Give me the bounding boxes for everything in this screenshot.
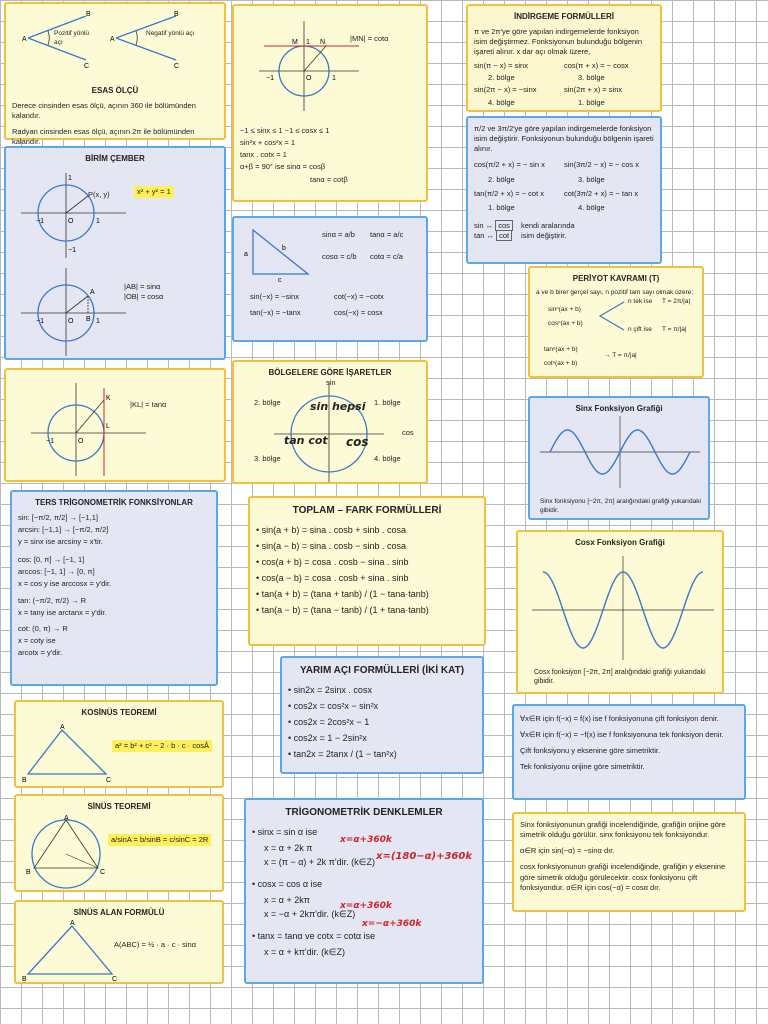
esas-line2: Radyan cinsinden esas ölçü, açının 2π ile bölümünden kalandır. (12, 127, 195, 147)
svg-text:B: B (26, 869, 31, 876)
sinx-title: Sinx Fonksiyon Grafiği (575, 404, 663, 413)
toplam-title: TOPLAM – FARK FORMÜLLERİ (292, 505, 442, 516)
handwriting-1: x=α+360k (340, 835, 392, 845)
quadrant-4: 4. bölge (374, 454, 401, 463)
denk-a3: x = (π − α) + 2k π'dir. (k∈Z) (264, 856, 375, 867)
denk-b1: • cosx = cos α ise (252, 878, 323, 889)
card-identities (232, 4, 428, 202)
point-p: P(x, y) (88, 190, 110, 199)
ind2-desc: π/2 ve 3π/2'ye göre yapılan indirgemelerde fonksiyon isim değiştirir. Fonksiyonun bulunduğu bölgenin işareti alınır. (474, 124, 654, 154)
svg-text:−1: −1 (36, 318, 44, 325)
cot-diagram (254, 16, 364, 111)
denk-b3: x = −α + 2kπ'dir. (k∈Z) (264, 909, 356, 920)
ind2-r3b: cot(3π/2 + x) = − tan x (564, 188, 639, 198)
yarim-f5: • tan2x = 2tanx / (1 − tan²x) (288, 749, 397, 760)
ind2-r4a: 1. bölge (488, 202, 515, 212)
circle-equation: x² + y² = 1 (134, 186, 174, 198)
ratio-tan: tanα = a/c (370, 230, 404, 239)
card-tangent (4, 368, 226, 482)
quadrant-3: 3. bölge (254, 454, 281, 463)
sinx-desc: Sinx fonksiyonu [−2π, 2π] aralığındaki grafiği yukarıdaki gibidir. (540, 498, 701, 514)
card-esas-olcu (4, 2, 226, 147)
esas-line1: Derece cinsinden esas ölçü, açının 360 ile bölümünden kalandır. (12, 100, 196, 120)
quadrant-2: 2. bölge (254, 398, 281, 407)
neg-tan: tan(−x) = −tanx (250, 308, 301, 317)
svg-text:K: K (106, 395, 111, 402)
svg-text:N: N (320, 39, 326, 46)
per-f1: sinⁿ(ax + b) (548, 306, 581, 313)
right-triangle-diagram (238, 224, 318, 284)
ind2-cos: cos (495, 220, 513, 231)
ters-l8: x = tany ise arctanx = y'dir. (18, 607, 107, 617)
cift-l4: Tek fonksiyonu orijine göre simetriktir. (520, 762, 645, 772)
birim-title: BİRİM ÇEMBER (85, 154, 145, 163)
esas-title: ESAS ÖLÇÜ (91, 86, 139, 95)
svg-text:a: a (244, 251, 248, 258)
cosx-desc: Cosx fonksiyon [−2π, 2π] aralığındaki grafiği yukarıdaki gibidir. (534, 669, 706, 686)
svg-text:c: c (278, 277, 282, 284)
ind2-note2: isim değiştirir. (520, 231, 567, 240)
pos-angle-label: Pozitif yönlü açı (54, 30, 90, 46)
card-bolgeler (232, 360, 428, 484)
ind2-sin: sin (474, 220, 484, 230)
cift-l2: ∀x∈R için f(−x) = −f(x) ise f fonksiyonuna tek fonksiyon denir. (520, 730, 724, 740)
per-t2: n çift ise (628, 326, 652, 333)
ind-r1a: sin(π − x) = sinx (474, 61, 528, 71)
per-f4: cotⁿ(ax + b) (544, 360, 578, 367)
svg-text:A: A (60, 724, 65, 731)
kl-tan-label: |KL| = tanα (130, 400, 167, 409)
ind-r3b: sin(2π + x) = sinx (564, 85, 623, 95)
toplam-f3: • cos(a + b) = cosa . cosb − sina . sinb (256, 556, 409, 567)
identity-4: α+β = 90° ise sinα = cosβ (240, 162, 326, 172)
neg-angle-label: Negatif yönlü açı (146, 30, 195, 37)
svg-text:1: 1 (332, 75, 336, 82)
ind-r2a: 2. bölge (488, 73, 515, 83)
neg-sin: sin(−x) = −sinx (250, 292, 299, 301)
identity-5: tanα = cotβ (310, 174, 348, 184)
svg-text:A: A (64, 815, 69, 822)
sinx-graph (536, 414, 704, 490)
svg-text:B: B (22, 976, 27, 983)
sinus-eq: a/sinA = b/sinB = c/sinC = 2R (108, 834, 211, 846)
alan-eq: A(ABC) = ½ · a · c · sinα (114, 940, 197, 949)
handwriting-cos: cos (346, 435, 369, 449)
ind2-r1a: cos(π/2 + x) = − sin x (474, 160, 545, 170)
mn-cot-label: |MN| = cotα (350, 34, 389, 43)
ind2-r2b: 3. bölge (578, 174, 605, 184)
card-indirgeme-2: π/2 ve 3π/2'ye göre yapılan indirgemelerde fonksiyon isim değiştirir. Fonksiyonun bulunduğu bölgenin işareti alınır. cos(π/2 + x) = − sin x sin(3π/2 − x) = − cos x 2. bölge 3. bölge tan(π/2 + x) = − cot x cot(3π/2 + x) = − tan x 1. bölge 4. bölge sin ↔ cos tan ↔ cot kendi aralarında isim değiştirir. (466, 116, 662, 264)
denk-a1: • sinx = sin α ise (252, 826, 318, 837)
bolge-title: BÖLGELERE GÖRE İŞARETLER (268, 368, 392, 377)
identity-3: tanx . cotx = 1 (240, 150, 287, 160)
svg-text:1: 1 (96, 318, 100, 325)
period-arrows (596, 298, 626, 334)
ters-l3: y = sinx ise arcsiny = x'tir. (18, 537, 103, 547)
ratio-cos: cosα = c/b (322, 252, 357, 261)
card-cosx-graph (516, 530, 724, 694)
denk-c1: • tanx = tanα ve cotx = cotα ise (252, 931, 376, 942)
card-indirgeme (466, 4, 662, 112)
neg-cot: cot(−x) = −cotx (334, 292, 384, 301)
svg-text:A: A (110, 36, 115, 43)
ob-cos: |OB| = cosα (124, 292, 164, 301)
svg-text:1: 1 (96, 218, 100, 225)
svg-text:B: B (22, 777, 27, 784)
indirgeme-title: İNDİRGEME FORMÜLLERİ (514, 12, 614, 21)
sine-circle-triangle (26, 814, 106, 892)
cift-l3: Çift fonksiyonu y eksenine göre simetriktir. (520, 746, 661, 756)
ind2-r4b: 4. bölge (578, 202, 605, 212)
svg-text:C: C (174, 63, 180, 70)
yarim-f3: • cos2x = 2cos²x − 1 (288, 716, 370, 727)
svg-text:−1: −1 (266, 75, 274, 82)
denk-c2: x = α + kπ'dir. (k∈Z) (264, 947, 345, 958)
quadrant-1: 1. bölge (374, 398, 401, 407)
svg-text:A: A (22, 36, 27, 43)
per-f2: cosⁿ(ax + b) (548, 320, 583, 327)
ters-l1: sin: [−π/2, π/2] → [−1,1] (18, 512, 98, 522)
ratio-sin: sinα = a/b (322, 230, 355, 239)
handwriting-sin: sin hepsi (310, 400, 366, 413)
svg-text:−1: −1 (68, 247, 76, 254)
per-t1: n tek ise (628, 298, 653, 305)
svg-text:O: O (78, 438, 84, 445)
card-sinus-teoremi (14, 794, 224, 892)
identity-2: sin²x + cos²x = 1 (240, 138, 296, 148)
ind2-r2a: 2. bölge (488, 174, 515, 184)
ind-r4b: 1. bölge (578, 97, 605, 107)
card-sinx-graph (528, 396, 710, 520)
denk-title: TRİGONOMETRİK DENKLEMLER (285, 807, 443, 818)
handwriting-tancot: tan cot (284, 434, 328, 447)
kosinus-eq: a² = b² + c² − 2 · b · c · cosÂ (112, 740, 212, 752)
card-right-triangle (232, 216, 428, 342)
ind2-note1: kendi aralarında (520, 220, 575, 230)
sim-l3: cosx fonksiyonunun grafiği incelendiğinde, grafiğin y eksenine göre simetrik olduğu görülecektir. cosx fonksiyonu çift fonksiyondur. α∈R için cos(−α) = cosα dır. (520, 862, 726, 892)
cosine-triangle (22, 722, 112, 784)
svg-text:O: O (68, 218, 74, 225)
axis-cos: cos (402, 428, 414, 437)
sinus-title: SİNÜS TEOREMİ (87, 802, 151, 811)
ters-l6: x = cos y ise arccosx = y'dir. (18, 579, 112, 589)
ind2-cot: cot (496, 230, 512, 241)
ters-l4: cos: [0, π] → [−1, 1] (18, 555, 85, 565)
svg-text:−1: −1 (46, 438, 54, 445)
card-cift-tek (512, 704, 746, 800)
cosx-graph (528, 552, 718, 662)
svg-text:C: C (100, 869, 106, 876)
card-ters-trig (10, 490, 218, 686)
ters-title: TERS TRİGONOMETRİK FONKSİYONLAR (35, 498, 193, 507)
svg-text:B: B (86, 11, 91, 18)
svg-text:1: 1 (68, 175, 72, 182)
card-denklemler (244, 798, 484, 984)
svg-text:L: L (106, 423, 110, 430)
quadrant-diagram (274, 382, 384, 482)
svg-text:C: C (84, 63, 90, 70)
cosx-title: Cosx Fonksiyon Grafiği (575, 538, 665, 547)
yarim-f4: • cos2x = 1 − 2sin²x (288, 732, 367, 743)
toplam-f1: • sin(a + b) = sina . cosb + sinb . cosa (256, 524, 406, 535)
cift-l1: ∀x∈R için f(−x) = f(x) ise f fonksiyonuna çift fonksiyon denir. (520, 714, 719, 723)
card-birim-cember (4, 146, 226, 360)
card-yarim-aci (280, 656, 484, 774)
toplam-f2: • sin(a − b) = sina . cosb − sinb . cosa (256, 540, 406, 551)
neg-cos: cos(−x) = cosx (334, 308, 383, 317)
ind-r3a: sin(2π − x) = −sinx (474, 85, 537, 95)
sim-l1: Sinx fonksiyonunun grafiği incelendiğinde, grafiğin orijine göre simetrik olduğu görülür. sinx fonksiyonu tek fonksiyondur. (520, 820, 726, 840)
ters-l11: arcotx = y'dir. (18, 648, 63, 658)
yarim-f1: • sin2x = 2sinx . cosx (288, 684, 372, 695)
toplam-f4: • cos(a − b) = cosa . cosb + sina . sinb (256, 572, 409, 583)
ters-l10: x = coty ise (18, 635, 56, 645)
ind-r1b: cos(π + x) = − cosx (564, 61, 629, 71)
denk-a2: x = α + 2k π (264, 842, 313, 853)
card-sinus-alan (14, 900, 224, 984)
identity-1: −1 ≤ sinx ≤ 1 −1 ≤ cosx ≤ 1 (240, 126, 330, 135)
svg-text:M: M (292, 39, 298, 46)
ters-l7: tan: (−π/2, π/2) → R (18, 595, 87, 605)
svg-text:O: O (306, 75, 312, 82)
per-t2r: T = π/|a| (662, 326, 687, 333)
ab-sin: |AB| = sinα (124, 282, 161, 291)
alan-title: SİNÜS ALAN FORMÜLÜ (73, 908, 165, 917)
ters-l2: arcsin: [−1,1] → [−π/2, π/2] (18, 524, 109, 534)
ind-r4a: 4. bölge (488, 97, 515, 107)
periyot-title: PERİYOT KAVRAMI (T) (572, 274, 660, 283)
toplam-f5: • tan(a + b) = (tana + tanb) / (1 − tana·tanb) (256, 589, 429, 600)
handwriting-2: x=(180−α)+360k (376, 851, 472, 862)
ters-l9: cot: (0, π) → R (18, 623, 68, 633)
axis-sin: sin (326, 378, 336, 387)
svg-text:C: C (106, 777, 112, 784)
ind-r2b: 3. bölge (578, 73, 605, 83)
svg-text:b: b (282, 245, 286, 252)
unit-circle-diagram (16, 168, 146, 358)
per-t3r: → T = π/|a| (604, 352, 637, 359)
card-periyot (528, 266, 704, 378)
handwriting-4: x=−α+360k (362, 919, 422, 929)
tangent-diagram (26, 378, 166, 478)
ind2-tan: tan (474, 231, 485, 240)
svg-text:O: O (68, 318, 74, 325)
kosinus-title: KOSİNÜS TEOREMİ (81, 708, 157, 717)
svg-text:B: B (86, 316, 91, 323)
denk-b2: x = α + 2kπ (264, 895, 310, 906)
svg-text:C: C (112, 976, 118, 983)
svg-text:A: A (90, 289, 95, 296)
sim-l2: α∈R için sin(−α) = −sinα dır. (520, 846, 615, 856)
svg-text:B: B (174, 11, 179, 18)
yarim-title: YARIM AÇI FORMÜLLERİ (İKİ KAT) (299, 665, 465, 676)
handwriting-3: x=α+360k (340, 901, 392, 911)
card-simetri (512, 812, 746, 912)
toplam-f6: • tan(a − b) = (tana − tanb) / (1 + tana·tanb) (256, 605, 429, 616)
yarim-f2: • cos2x = cos²x − sin²x (288, 700, 379, 711)
card-kosinus (14, 700, 224, 788)
svg-text:A: A (70, 920, 75, 927)
ters-l5: arccos: [−1, 1] → [0, π] (18, 567, 95, 577)
per-t1r: T = 2π/|a| (662, 298, 691, 305)
ind2-r3a: tan(π/2 + x) = − cot x (474, 188, 544, 198)
per-f3: tanⁿ(ax + b) (544, 346, 578, 353)
area-triangle (22, 918, 122, 982)
svg-text:−1: −1 (36, 218, 44, 225)
svg-text:1: 1 (306, 39, 310, 46)
periyot-desc: a ve b birer gerçel sayı, n pozitif tam sayı olmak üzere; (536, 288, 694, 296)
ratio-cot: cotα = c/a (370, 252, 403, 261)
indirgeme-desc: π ve 2π'ye göre yapılan indirgemelerde fonksiyon isim değiştirmez. Fonksiyonun bulunduğu bölgenin işareti alınır. x dar açı olmak üzere, (474, 26, 643, 57)
card-toplam-fark (248, 496, 486, 646)
ind2-r1b: sin(3π/2 − x) = − cos x (564, 160, 639, 170)
